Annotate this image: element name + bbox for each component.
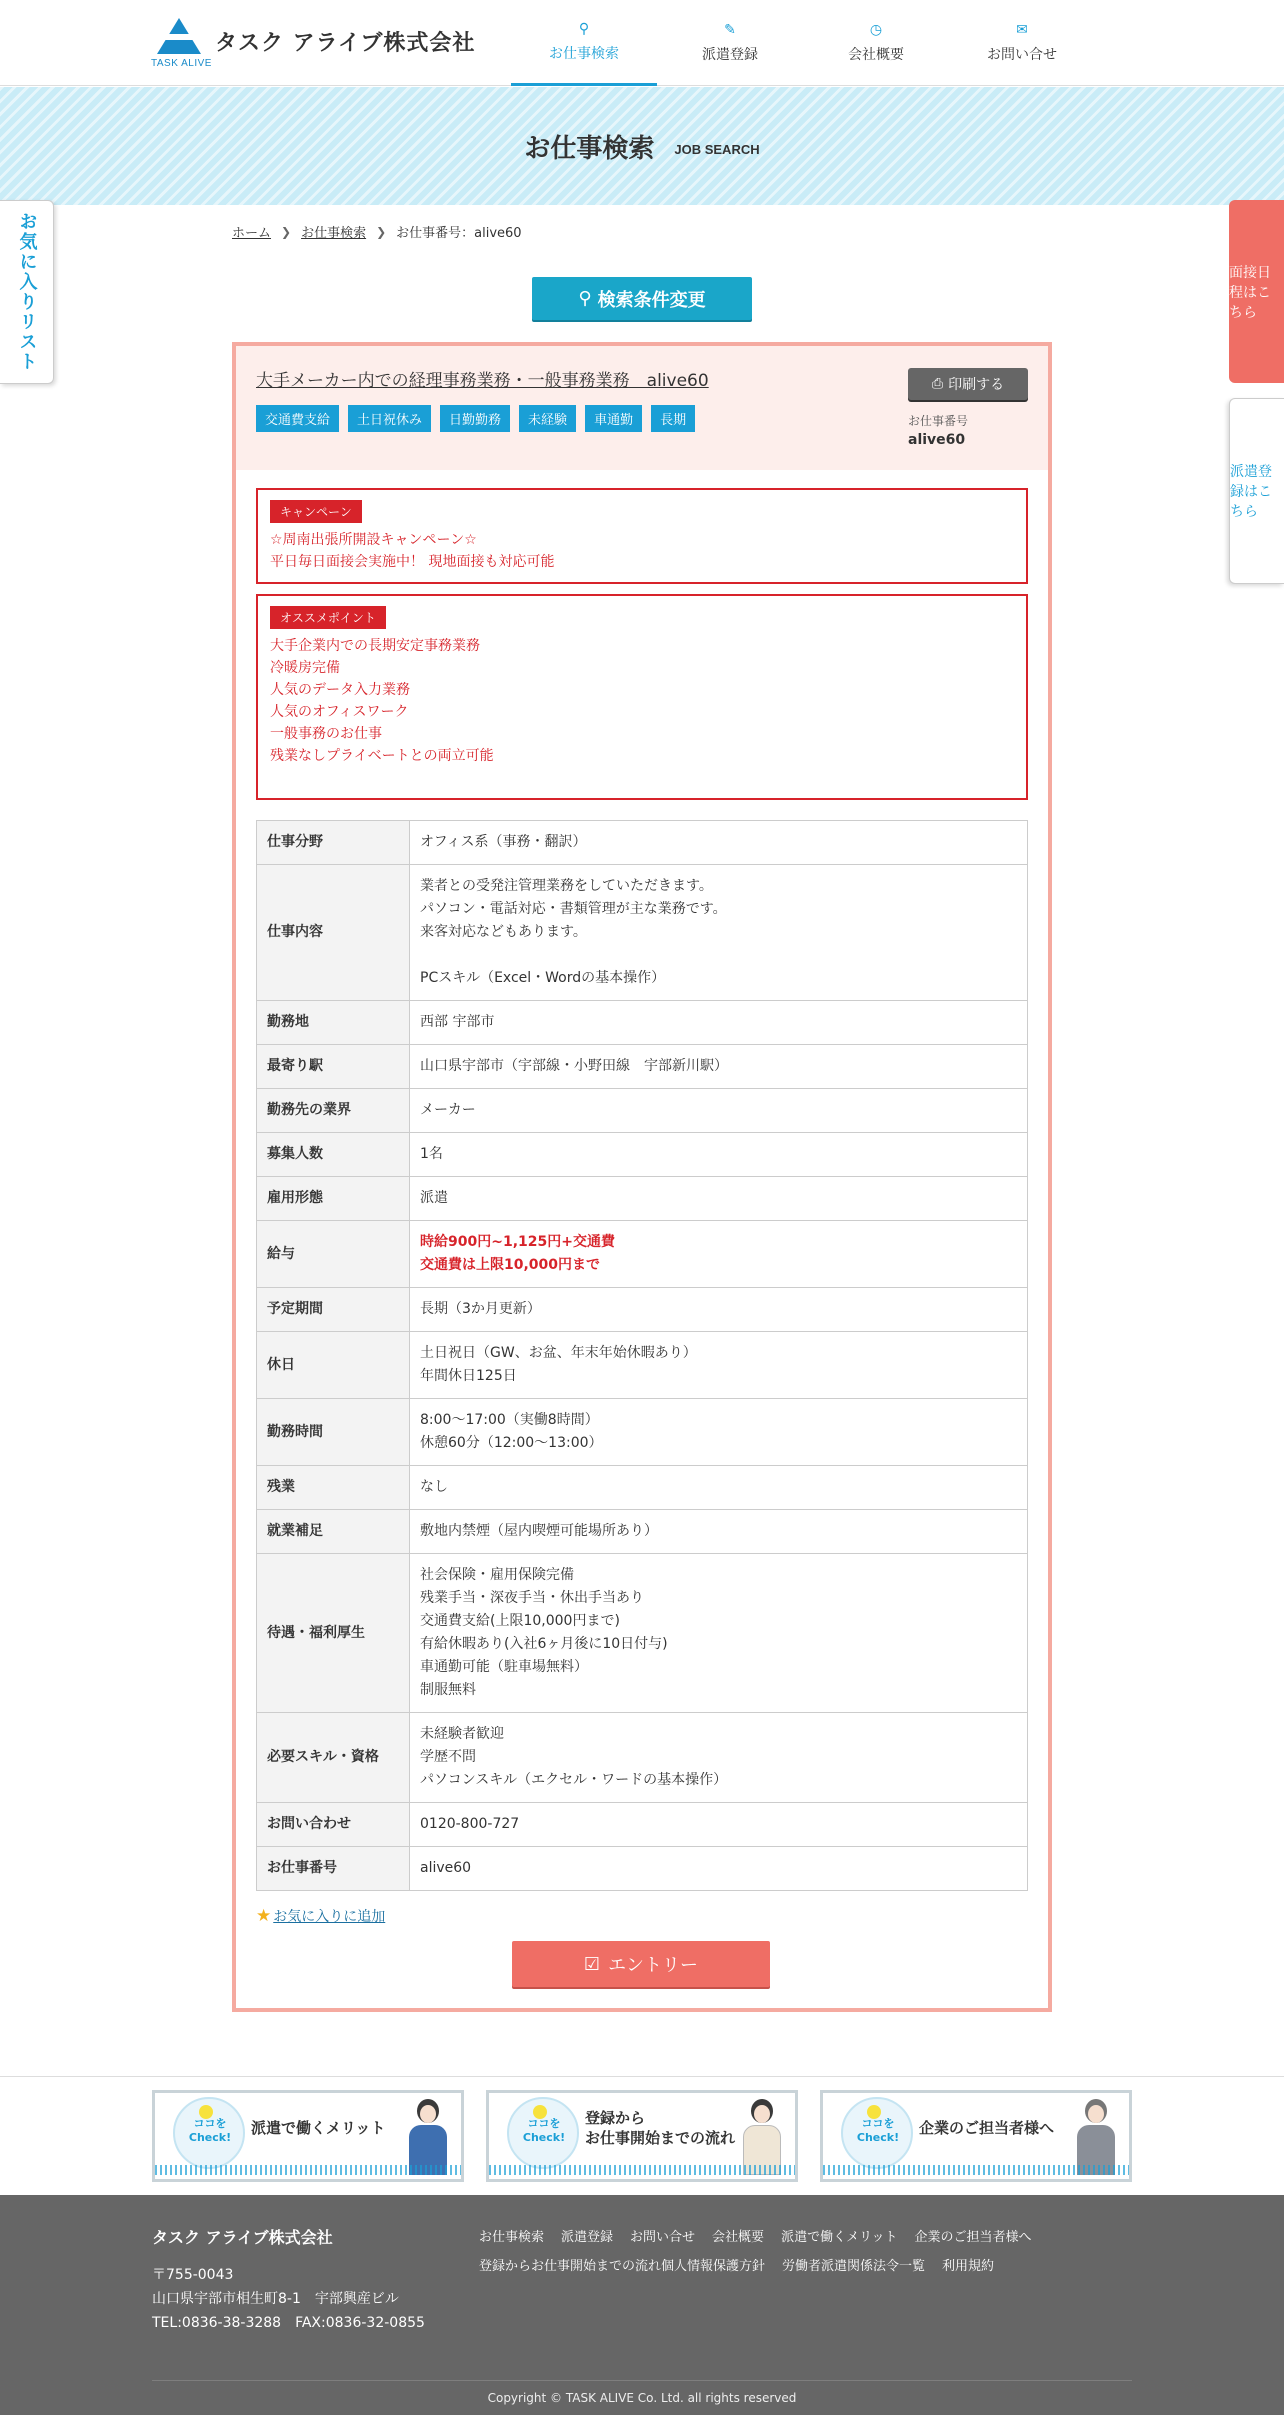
nav-registration[interactable] bbox=[657, 0, 803, 86]
spec-line: パソコン・電話対応・書類管理が主な業務です。 bbox=[420, 901, 727, 917]
stripe-decoration bbox=[155, 2165, 461, 2175]
nav-job-search[interactable] bbox=[511, 0, 657, 86]
job-card bbox=[232, 342, 1052, 2012]
spec-label: 仕事内容 bbox=[257, 865, 410, 1001]
job-number-label: お仕事番号 bbox=[908, 414, 969, 428]
businessman-illustration-icon bbox=[1075, 2099, 1115, 2175]
mail-icon: ✉ bbox=[1016, 22, 1028, 38]
footer-link[interactable]: 個人情報保護方針 bbox=[661, 2259, 766, 2274]
stripe-decoration bbox=[489, 2165, 795, 2175]
recommend-line: 残業なしプライベートとの両立可能 bbox=[270, 748, 494, 764]
printer-icon: ⎙ bbox=[931, 376, 944, 392]
check-badge: ココを Check! bbox=[856, 2117, 900, 2144]
spec-line: 制服無料 bbox=[420, 1682, 476, 1698]
breadcrumb-current: お仕事番号：alive60 bbox=[396, 226, 522, 241]
nav-label: お問い合せ bbox=[987, 47, 1057, 63]
banner-text: 企業のご担当者様へ bbox=[919, 2119, 1055, 2137]
clock-icon: ◷ bbox=[869, 22, 883, 38]
nav-label: 会社概要 bbox=[848, 47, 904, 63]
footer-link[interactable]: 登録からお仕事開始までの流れ bbox=[479, 2259, 662, 2274]
page-hero bbox=[0, 87, 1284, 205]
search-icon: ⚲ bbox=[578, 20, 590, 37]
campaign-label: キャンペーン bbox=[270, 500, 362, 523]
banner-line: 登録から bbox=[585, 2109, 646, 2127]
spec-label: 勤務先の業界 bbox=[257, 1089, 410, 1133]
spec-value bbox=[410, 1713, 1028, 1803]
table-row bbox=[257, 1177, 1028, 1221]
job-title[interactable]: 大手メーカー内での経理事務業務・一般事務業務 alive60 bbox=[256, 371, 709, 391]
salary-line: 交通費は上限10,000円まで bbox=[420, 1257, 601, 1273]
banner-row bbox=[0, 2076, 1284, 2194]
table-row bbox=[257, 1001, 1028, 1045]
change-search-label: 検索条件変更 bbox=[597, 289, 706, 311]
spec-label: 雇用形態 bbox=[257, 1177, 410, 1221]
check-badge: ココを Check! bbox=[188, 2117, 232, 2144]
interview-schedule-tab[interactable] bbox=[1229, 200, 1284, 383]
page-subtitle: JOB SEARCH bbox=[674, 141, 760, 157]
spec-line: 未経験者歓迎 bbox=[420, 1726, 504, 1742]
change-search-button[interactable] bbox=[532, 277, 752, 320]
entry-button[interactable] bbox=[512, 1941, 770, 1987]
spec-line: パソコンスキル（エクセル・ワードの基本操作） bbox=[420, 1772, 728, 1788]
footer-link[interactable]: 企業のご担当者様へ bbox=[914, 2230, 1032, 2245]
spec-value bbox=[410, 1554, 1028, 1713]
banner-text bbox=[585, 2093, 735, 2163]
entry-label: エントリー bbox=[608, 1955, 699, 1976]
check-square-icon: ☑ bbox=[583, 1953, 601, 1975]
table-row bbox=[257, 1399, 1028, 1466]
footer-address bbox=[152, 2263, 425, 2335]
spec-line: 土日祝日（GW、お盆、年末年始休暇あり） bbox=[420, 1345, 697, 1361]
company-logo[interactable] bbox=[151, 18, 475, 70]
footer-divider bbox=[152, 2380, 1132, 2381]
star-icon: ★ bbox=[256, 1906, 272, 1926]
woman-illustration-icon bbox=[741, 2099, 781, 2175]
breadcrumb bbox=[232, 222, 522, 241]
spec-label: 残業 bbox=[257, 1466, 410, 1510]
spec-label: 必要スキル・資格 bbox=[257, 1713, 410, 1803]
footer-link[interactable]: 派遣で働くメリット bbox=[781, 2230, 898, 2245]
job-tag: 日勤勤務 bbox=[440, 405, 510, 432]
salary-value bbox=[410, 1221, 1028, 1288]
job-tag: 未経験 bbox=[519, 405, 576, 432]
spec-label: 勤務地 bbox=[257, 1001, 410, 1045]
favorites-tab-label: お気に入りリスト bbox=[16, 212, 38, 372]
search-icon: ⚲ bbox=[578, 288, 592, 309]
nav-label: お仕事検索 bbox=[549, 45, 619, 62]
spec-line: 交通費支給(上限10,000円まで) bbox=[420, 1613, 620, 1629]
spec-label: 仕事分野 bbox=[257, 821, 410, 865]
spec-value: 1名 bbox=[410, 1133, 1028, 1177]
recommend-text bbox=[270, 635, 1026, 767]
spec-line: 業者との受発注管理業務をしていただきます。 bbox=[420, 878, 713, 894]
print-button[interactable] bbox=[908, 368, 1028, 400]
footer-link[interactable]: お問い合せ bbox=[630, 2230, 696, 2245]
spec-line: 来客対応などもあります。 bbox=[420, 924, 587, 940]
footer-link[interactable]: 労働者派遣関係法令一覧 bbox=[782, 2259, 926, 2274]
footer-link[interactable]: 利用規約 bbox=[942, 2259, 995, 2274]
spec-label: お問い合わせ bbox=[257, 1803, 410, 1847]
site-footer bbox=[0, 2195, 1284, 2415]
nav-label: 派遣登録 bbox=[702, 47, 758, 63]
job-tag: 長期 bbox=[651, 405, 695, 432]
chevron-right-icon: ❯ bbox=[281, 224, 292, 239]
salary-line: 時給900円~1,125円+交通費 bbox=[420, 1234, 615, 1250]
table-row bbox=[257, 865, 1028, 1001]
spec-value: alive60 bbox=[410, 1847, 1028, 1891]
nav-company[interactable] bbox=[803, 0, 949, 86]
footer-link[interactable]: お仕事検索 bbox=[479, 2230, 545, 2245]
company-name: タスク アライブ株式会社 bbox=[215, 31, 476, 56]
table-row bbox=[257, 1554, 1028, 1713]
spec-label: 就業補足 bbox=[257, 1510, 410, 1554]
recommend-line: 一般事務のお仕事 bbox=[270, 726, 382, 742]
logo-mark-icon bbox=[151, 18, 213, 70]
campaign-line: 平日毎日面接会実施中！ 現地面接も対応可能 bbox=[270, 554, 555, 570]
table-row bbox=[257, 1803, 1028, 1847]
table-row bbox=[257, 1133, 1028, 1177]
spec-label: 募集人数 bbox=[257, 1133, 410, 1177]
spec-value: メーカー bbox=[410, 1089, 1028, 1133]
add-favorite-link[interactable] bbox=[256, 1906, 385, 1926]
campaign-text bbox=[270, 529, 1026, 573]
spec-value bbox=[410, 1399, 1028, 1466]
footer-link[interactable]: 会社概要 bbox=[712, 2230, 765, 2245]
staff-illustration-icon bbox=[407, 2099, 447, 2175]
spec-line: 休憩60分（12:00～13:00） bbox=[420, 1435, 603, 1451]
campaign-line: ☆周南出張所開設キャンペーン☆ bbox=[270, 532, 477, 548]
breadcrumb-home[interactable]: ホーム bbox=[232, 226, 272, 241]
spec-label: 待遇・福利厚生 bbox=[257, 1554, 410, 1713]
table-row bbox=[257, 1288, 1028, 1332]
add-favorite-label: お気に入りに追加 bbox=[273, 1909, 386, 1925]
banner-flow[interactable] bbox=[486, 2090, 798, 2182]
banner-text: 派遣で働くメリット bbox=[251, 2119, 386, 2137]
job-tags bbox=[256, 405, 704, 432]
table-row bbox=[257, 1045, 1028, 1089]
job-card-header bbox=[236, 346, 1048, 470]
pencil-icon: ✎ bbox=[724, 22, 736, 38]
table-row bbox=[257, 1510, 1028, 1554]
job-tag: 車通勤 bbox=[585, 405, 642, 432]
spec-value: 派遣 bbox=[410, 1177, 1028, 1221]
table-row bbox=[257, 1713, 1028, 1803]
print-label: 印刷する bbox=[948, 377, 1005, 393]
logo-subtext: TASK ALIVE bbox=[151, 58, 212, 69]
recommend-box bbox=[256, 594, 1028, 800]
contact-phone[interactable]: 0120-800-727 bbox=[410, 1803, 1028, 1847]
spec-value: 長期（3か月更新） bbox=[410, 1288, 1028, 1332]
table-row bbox=[257, 1089, 1028, 1133]
table-row bbox=[257, 1332, 1028, 1399]
spec-line: 学歴不問 bbox=[420, 1749, 476, 1765]
job-spec-table bbox=[256, 820, 1028, 1891]
footer-links bbox=[479, 2223, 1119, 2281]
recommend-line: 人気のオフィスワーク bbox=[270, 704, 409, 720]
footer-link[interactable]: 派遣登録 bbox=[561, 2230, 614, 2245]
registration-tab-label: 派遣登録はこちら bbox=[1230, 464, 1272, 520]
campaign-box bbox=[256, 488, 1028, 584]
spec-label: 給与 bbox=[257, 1221, 410, 1288]
table-row bbox=[257, 1847, 1028, 1891]
footer-company: タスク アライブ株式会社 bbox=[152, 2228, 333, 2247]
spec-value: 敷地内禁煙（屋内喫煙可能場所あり） bbox=[410, 1510, 1028, 1554]
favorites-list-tab[interactable] bbox=[0, 200, 54, 384]
footer-street: 山口県宇部市相生町8-1 宇部興産ビル bbox=[152, 2291, 399, 2307]
spec-label: お仕事番号 bbox=[257, 1847, 410, 1891]
table-row bbox=[257, 1221, 1028, 1288]
table-row bbox=[257, 821, 1028, 865]
recommend-line: 冷暖房完備 bbox=[270, 660, 340, 676]
stripe-decoration bbox=[823, 2165, 1129, 2175]
chevron-right-icon: ❯ bbox=[376, 224, 387, 239]
recommend-label: オススメポイント bbox=[270, 606, 386, 629]
banner-line: お仕事開始までの流れ bbox=[585, 2129, 736, 2147]
spec-line: 年間休日125日 bbox=[420, 1368, 517, 1384]
spec-value bbox=[410, 1332, 1028, 1399]
spec-line bbox=[420, 944, 1017, 967]
spec-value: 山口県宇部市（宇部線・小野田線 宇部新川駅） bbox=[410, 1045, 1028, 1089]
page-title: お仕事検索 bbox=[524, 133, 655, 164]
nav-contact[interactable] bbox=[949, 0, 1095, 86]
spec-line: 車通勤可能（駐車場無料） bbox=[420, 1659, 588, 1675]
job-number-value: alive60 bbox=[908, 432, 966, 448]
check-badge: ココを Check! bbox=[522, 2117, 566, 2144]
footer-tel-fax: TEL:0836-38-3288 FAX:0836-32-0855 bbox=[152, 2315, 425, 2331]
spec-label: 休日 bbox=[257, 1332, 410, 1399]
interview-tab-label: 面接日程はこちら bbox=[1229, 264, 1271, 321]
spec-label: 勤務時間 bbox=[257, 1399, 410, 1466]
table-row bbox=[257, 1466, 1028, 1510]
spec-label: 最寄り駅 bbox=[257, 1045, 410, 1089]
spec-value: オフィス系（事務・翻訳） bbox=[410, 821, 1028, 865]
spec-label: 予定期間 bbox=[257, 1288, 410, 1332]
main-nav bbox=[511, 0, 1095, 86]
spec-line: 有給休暇あり(入社6ヶ月後に10日付与) bbox=[420, 1636, 668, 1652]
spec-line: PCスキル（Excel・Wordの基本操作） bbox=[420, 970, 666, 986]
banner-companies[interactable] bbox=[820, 2090, 1132, 2182]
copyright: Copyright © TASK ALIVE Co. Ltd. all rights reserved bbox=[487, 2391, 797, 2405]
spec-value: 西部 宇部市 bbox=[410, 1001, 1028, 1045]
spec-line: 8:00～17:00（実働8時間） bbox=[420, 1412, 599, 1428]
spec-line: 残業手当・深夜手当・休出手当あり bbox=[420, 1590, 644, 1606]
job-tag: 土日祝休み bbox=[348, 405, 431, 432]
spec-line: 社会保険・雇用保険完備 bbox=[420, 1567, 574, 1583]
footer-postal: 〒755-0043 bbox=[152, 2267, 234, 2283]
banner-merit[interactable] bbox=[152, 2090, 464, 2182]
job-tag: 交通費支給 bbox=[256, 405, 339, 432]
site-header bbox=[0, 0, 1284, 86]
breadcrumb-search[interactable]: お仕事検索 bbox=[301, 226, 367, 241]
spec-value: なし bbox=[410, 1466, 1028, 1510]
recommend-line: 人気のデータ入力業務 bbox=[270, 682, 410, 698]
registration-tab[interactable] bbox=[1229, 398, 1284, 584]
recommend-line: 大手企業内での長期安定事務業務 bbox=[270, 638, 480, 654]
spec-value bbox=[410, 865, 1028, 1001]
